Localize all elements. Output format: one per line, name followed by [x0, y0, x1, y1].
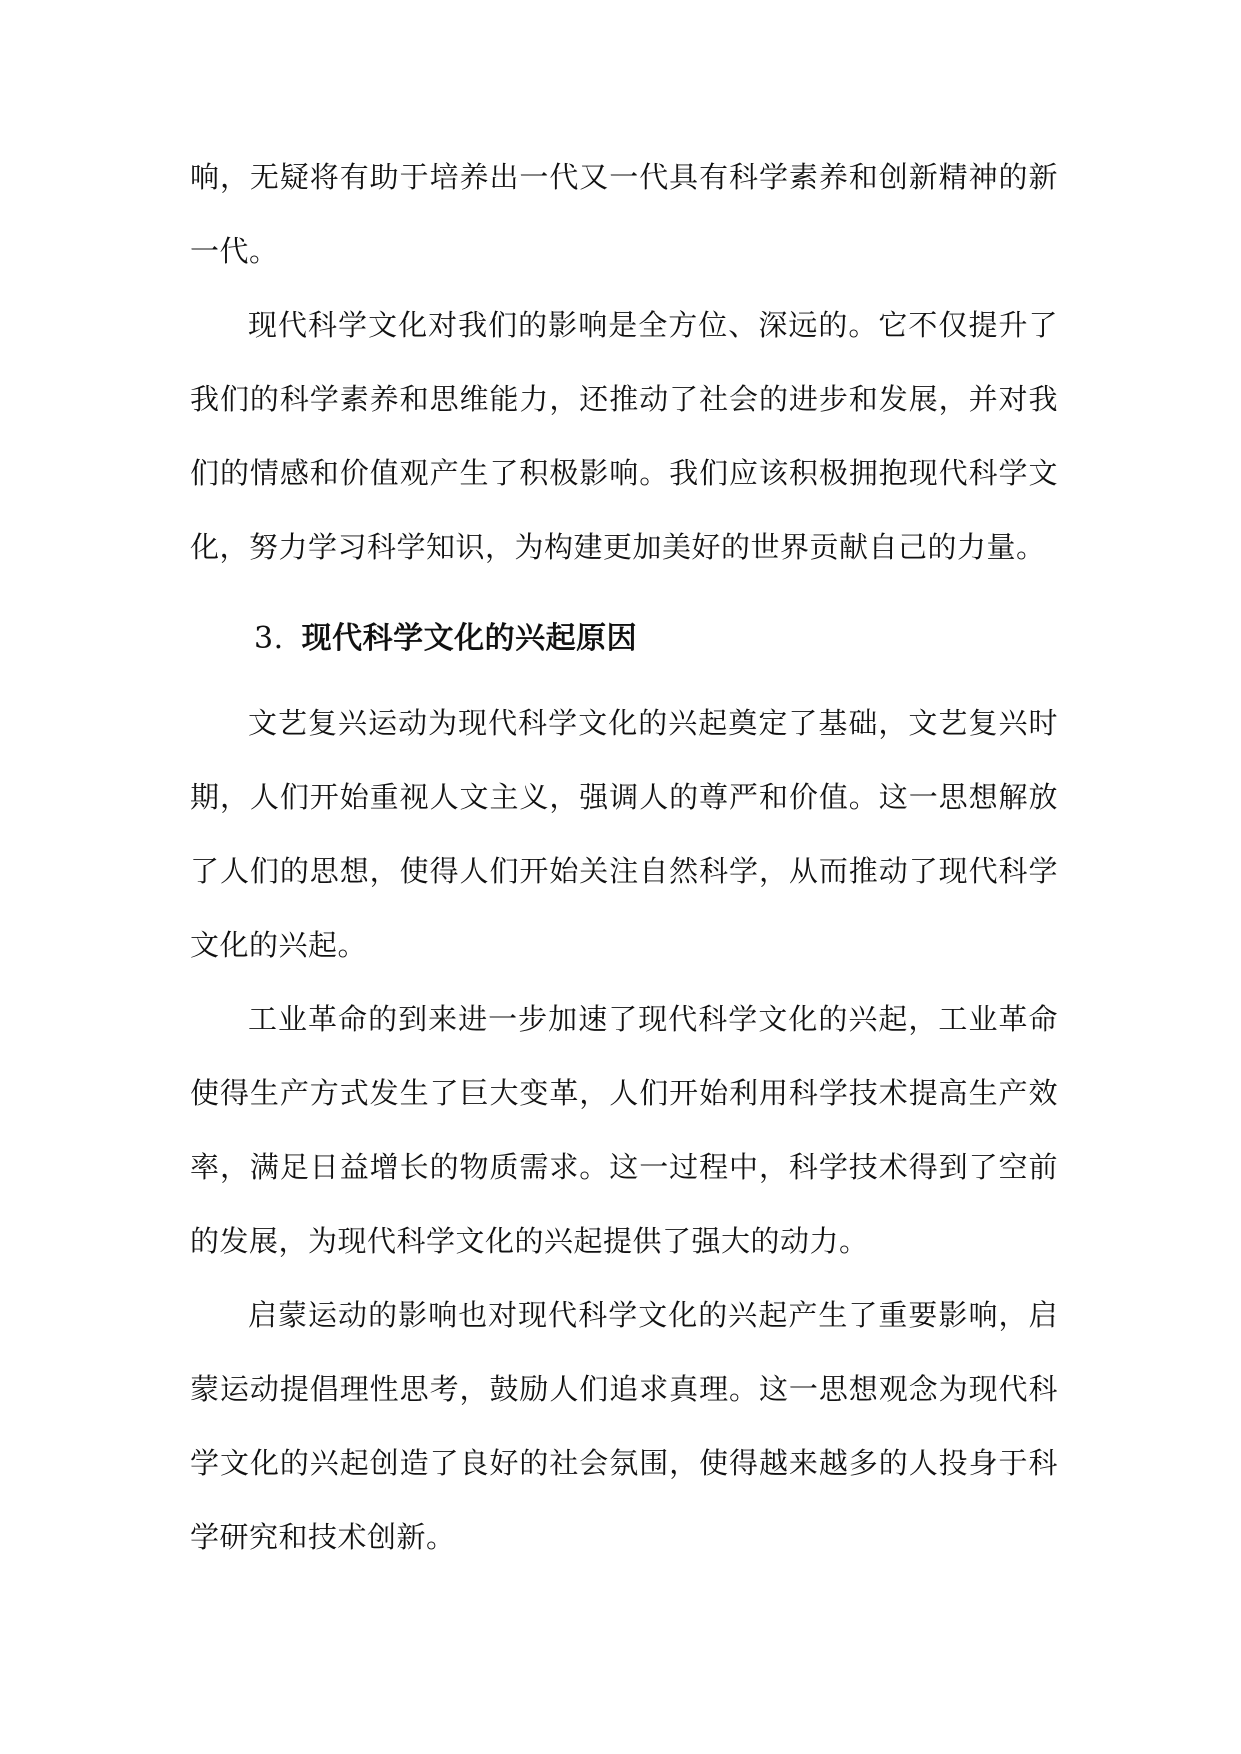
section-title: 现代科学文化的兴起原因 — [301, 621, 638, 656]
paragraph-continuation: 响，无疑将有助于培养出一代又一代具有科学素养和创新精神的新一代。 — [190, 160, 1058, 268]
section-number: 3. — [254, 621, 284, 656]
paragraph-industrial-revolution: 工业革命的到来进一步加速了现代科学文化的兴起，工业革命使得生产方式发生了巨大变革，人们开始利用科学技术提高生产效率，满足日益增长的物质需求。这一过程中，科学技术得到了空前的发展，为现代科学文化的兴起提供了强大的动力。 — [190, 1002, 1058, 1258]
paragraph-influence-summary: 现代科学文化对我们的影响是全方位、深远的。它不仅提升了我们的科学素养和思维能力，还推动了社会的进步和发展，并对我们的情感和价值观产生了积极影响。我们应该积极拥抱现代科学文化，努力学习科学知识，为构建更加美好的世界贡献自己的力量。 — [190, 308, 1058, 564]
paragraph-enlightenment: 启蒙运动的影响也对现代科学文化的兴起产生了重要影响，启蒙运动提倡理性思考，鼓励人们追求真理。这一思想观念为现代科学文化的兴起创造了良好的社会氛围，使得越来越多的人投身于科学研究和技术创新。 — [190, 1298, 1058, 1554]
section-heading — [190, 602, 1058, 676]
document-body — [190, 140, 1058, 1574]
paragraph-renaissance: 文艺复兴运动为现代科学文化的兴起奠定了基础，文艺复兴时期，人们开始重视人文主义，强调人的尊严和价值。这一思想解放了人们的思想，使得人们开始关注自然科学，从而推动了现代科学文化的兴起。 — [190, 706, 1058, 962]
